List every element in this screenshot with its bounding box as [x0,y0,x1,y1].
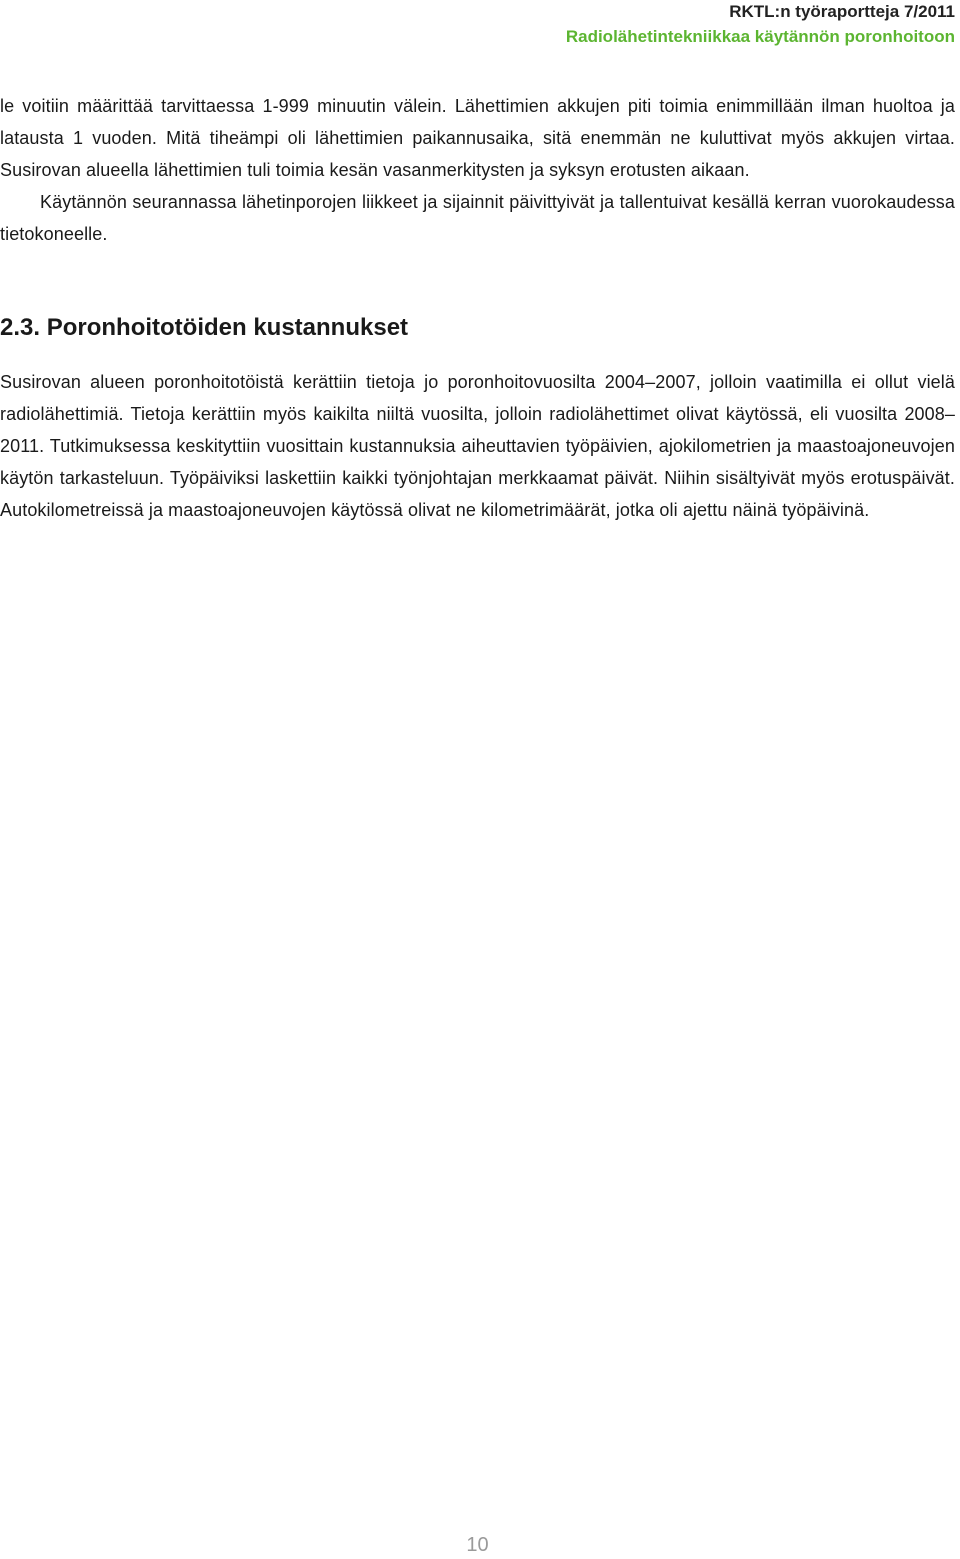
section-spacer [0,250,955,312]
report-subtitle: Radiolähetintekniikkaa käytännön poronhoitoon [565,27,955,46]
page-header [566,0,955,48]
intro-paragraph-1: le voitiin määrittää tarvittaessa 1-999 minuutin välein. Lähettimien akkujen piti toimia enimmillään ilman huoltoa ja latausta 1 vuoden. Mitä tiheämpi oli lähettimien paikannusaika, sitä enemmän ne kuluttivat myös akkujen virtaa. Susirovan alueella lähettimien tuli toimia kesän vasanmerkitysten ja syksyn erotusten aikaan. [0,96,955,180]
section-paragraph: Susirovan alueen poronhoitotöistä kerättiin tietoja jo poronhoitovuosilta 2004–2007, jolloin vaatimilla ei ollut vielä radiolähettimiä. Tietoja kerättiin myös kaikilta niiltä vuosilta, jolloin radiolähettimet olivat käytössä, eli vuosilta 2008–2011. Tutkimuksessa keskityttiin vuosittain kustannuksia aiheuttavien työpäivien, ajokilometrien ja maastoajoneuvojen käytön tarkasteluun. Työpäiviksi laskettiin kaikki työnjohtajan merkkaamat päivät. Niihin sisältyivät myös erotuspäivät. Autokilometreissä ja maastoajoneuvojen käytössä olivat ne kilometrimäärät, jotka oli ajettu näinä työpäivinä. [0,372,955,520]
heading-spacer [0,344,955,366]
intro-paragraph-2: Käytännön seurannassa lähetinporojen liikkeet ja sijainnit päivittyivät ja tallentuivat kesällä kerran vuorokaudessa tietokoneelle. [0,192,955,244]
page-number: 10 [466,1534,489,1556]
report-series-title: RKTL:n työraportteja 7/2011 [729,2,955,21]
page-body [0,90,955,526]
section-heading: 2.3. Poronhoitotöiden kustannukset [0,314,409,341]
